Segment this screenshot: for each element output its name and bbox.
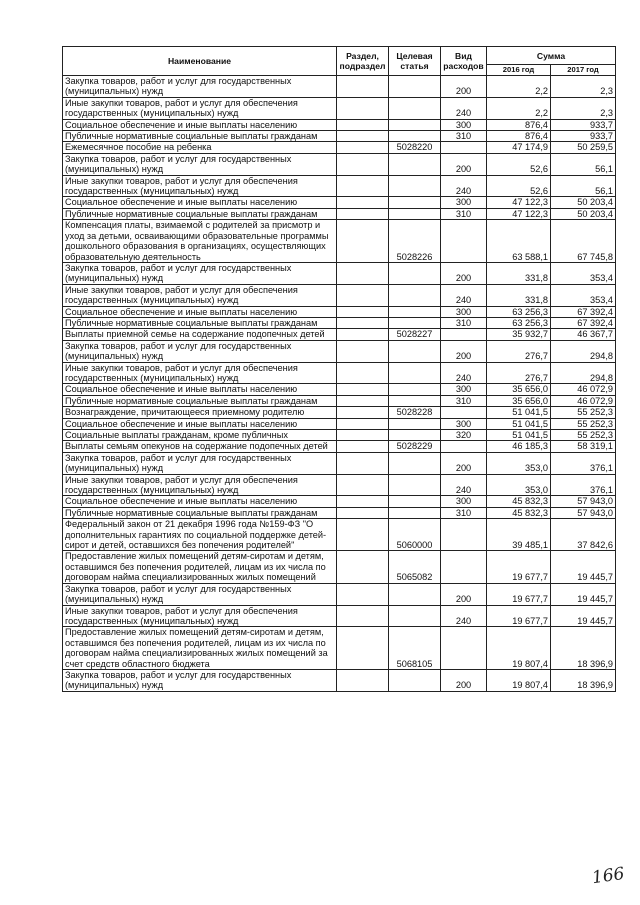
row-sum-2016: 47 174,9: [487, 142, 551, 153]
row-target-article: [389, 605, 441, 627]
row-sum-2017: 19 445,7: [551, 551, 616, 583]
row-name: Публичные нормативные социальные выплаты гражданам: [63, 131, 337, 142]
row-sum-2016: 63 256,3: [487, 306, 551, 317]
table-row: [63, 131, 616, 142]
row-sum-2016: 331,8: [487, 262, 551, 284]
row-section: [337, 220, 389, 263]
row-expense-type: 240: [441, 474, 487, 496]
row-expense-type: [441, 627, 487, 670]
row-target-article: 5028220: [389, 142, 441, 153]
row-section: [337, 119, 389, 130]
row-target-article: [389, 452, 441, 474]
row-section: [337, 583, 389, 605]
row-sum-2017: 50 203,4: [551, 208, 616, 219]
row-sum-2017: 58 319,1: [551, 441, 616, 452]
row-section: [337, 605, 389, 627]
table-row: [63, 175, 616, 197]
row-section: [337, 317, 389, 328]
row-expense-type: 200: [441, 262, 487, 284]
table-row: [63, 76, 616, 98]
row-name: Федеральный закон от 21 декабря 1996 года №159-ФЗ "О дополнительных гарантиях по социальной поддержке детей-сирот и детей, оставшихся без попечения родителей": [63, 519, 337, 551]
row-name: Закупка товаров, работ и услуг для государственных (муниципальных) нужд: [63, 669, 337, 691]
row-sum-2016: 876,4: [487, 119, 551, 130]
row-target-article: [389, 306, 441, 317]
row-target-article: [389, 317, 441, 328]
table-row: [63, 605, 616, 627]
row-sum-2017: 294,8: [551, 340, 616, 362]
row-expense-type: [441, 407, 487, 418]
row-sum-2016: 19 677,7: [487, 551, 551, 583]
row-section: [337, 452, 389, 474]
row-sum-2017: 55 252,3: [551, 418, 616, 429]
row-name: Вознаграждение, причитающееся приемному родителю: [63, 407, 337, 418]
row-expense-type: 200: [441, 452, 487, 474]
row-name: Социальное обеспечение и иные выплаты населению: [63, 384, 337, 395]
row-target-article: [389, 474, 441, 496]
row-sum-2016: 276,7: [487, 340, 551, 362]
row-sum-2016: 331,8: [487, 284, 551, 306]
row-sum-2017: 353,4: [551, 284, 616, 306]
budget-table: [62, 46, 616, 692]
row-section: [337, 208, 389, 219]
row-expense-type: 320: [441, 430, 487, 441]
row-name: Закупка товаров, работ и услуг для государственных (муниципальных) нужд: [63, 452, 337, 474]
row-sum-2017: 56,1: [551, 175, 616, 197]
table-row: [63, 627, 616, 670]
row-name: Публичные нормативные социальные выплаты гражданам: [63, 317, 337, 328]
row-name: Иные закупки товаров, работ и услуг для обеспечения государственных (муниципальных) нужд: [63, 474, 337, 496]
row-expense-type: 300: [441, 496, 487, 507]
row-sum-2017: 2,3: [551, 97, 616, 119]
row-sum-2016: 2,2: [487, 97, 551, 119]
header-section: Раздел, подраздел: [337, 47, 389, 76]
row-section: [337, 306, 389, 317]
table-row: [63, 119, 616, 130]
row-sum-2017: 57 943,0: [551, 496, 616, 507]
row-expense-type: [441, 441, 487, 452]
row-target-article: [389, 208, 441, 219]
row-name: Закупка товаров, работ и услуг для государственных (муниципальных) нужд: [63, 262, 337, 284]
header-name: Наименование: [63, 47, 337, 76]
row-sum-2017: 46 072,9: [551, 384, 616, 395]
row-target-article: [389, 496, 441, 507]
row-expense-type: 240: [441, 605, 487, 627]
row-name: Выплаты приемной семье на содержание подопечных детей: [63, 329, 337, 340]
row-expense-type: 200: [441, 153, 487, 175]
row-target-article: [389, 340, 441, 362]
row-target-article: 5060000: [389, 519, 441, 551]
row-name: Закупка товаров, работ и услуг для государственных (муниципальных) нужд: [63, 76, 337, 98]
row-section: [337, 441, 389, 452]
row-name: Социальное обеспечение и иные выплаты населению: [63, 496, 337, 507]
row-target-article: [389, 395, 441, 406]
row-expense-type: 240: [441, 284, 487, 306]
row-name: Социальное обеспечение и иные выплаты населению: [63, 197, 337, 208]
table-row: [63, 474, 616, 496]
table-row: [63, 329, 616, 340]
row-section: [337, 340, 389, 362]
row-expense-type: 200: [441, 669, 487, 691]
row-expense-type: 240: [441, 175, 487, 197]
row-section: [337, 407, 389, 418]
row-sum-2016: 353,0: [487, 474, 551, 496]
row-expense-type: 200: [441, 583, 487, 605]
header-sum: Сумма: [487, 47, 616, 65]
row-section: [337, 362, 389, 384]
row-target-article: 5068105: [389, 627, 441, 670]
row-name: Публичные нормативные социальные выплаты гражданам: [63, 208, 337, 219]
row-sum-2016: 51 041,5: [487, 407, 551, 418]
row-name: Иные закупки товаров, работ и услуг для обеспечения государственных (муниципальных) нужд: [63, 284, 337, 306]
table-row: [63, 384, 616, 395]
row-name: Предоставление жилых помещений детям-сиротам и детям, оставшимся без попечения родителей, лицам из их числа по договорам найма специализированных жилых помещений: [63, 551, 337, 583]
row-expense-type: [441, 142, 487, 153]
header-year-2017: 2017 год: [551, 65, 616, 76]
row-target-article: [389, 175, 441, 197]
row-sum-2017: 55 252,3: [551, 430, 616, 441]
table-row: [63, 97, 616, 119]
row-sum-2016: 39 485,1: [487, 519, 551, 551]
row-expense-type: 200: [441, 340, 487, 362]
table-row: [63, 418, 616, 429]
row-sum-2016: 45 832,3: [487, 496, 551, 507]
row-sum-2017: 376,1: [551, 452, 616, 474]
row-section: [337, 551, 389, 583]
row-section: [337, 262, 389, 284]
row-sum-2017: 46 072,9: [551, 395, 616, 406]
row-target-article: [389, 284, 441, 306]
row-sum-2016: 276,7: [487, 362, 551, 384]
row-sum-2017: 50 203,4: [551, 197, 616, 208]
table-row: [63, 496, 616, 507]
table-row: [63, 519, 616, 551]
row-name: Социальные выплаты гражданам, кроме публичных: [63, 430, 337, 441]
row-sum-2016: 19 677,7: [487, 605, 551, 627]
row-expense-type: [441, 329, 487, 340]
row-target-article: [389, 153, 441, 175]
row-section: [337, 418, 389, 429]
row-sum-2016: 46 185,3: [487, 441, 551, 452]
row-expense-type: 240: [441, 362, 487, 384]
row-name: Закупка товаров, работ и услуг для государственных (муниципальных) нужд: [63, 583, 337, 605]
table-row: [63, 317, 616, 328]
table-row: [63, 306, 616, 317]
row-target-article: 5028228: [389, 407, 441, 418]
table-row: [63, 395, 616, 406]
row-sum-2017: 18 396,9: [551, 669, 616, 691]
row-section: [337, 474, 389, 496]
header-year-2016: 2016 год: [487, 65, 551, 76]
row-target-article: [389, 384, 441, 395]
row-sum-2017: 67 745,8: [551, 220, 616, 263]
row-expense-type: 300: [441, 197, 487, 208]
row-sum-2017: 46 367,7: [551, 329, 616, 340]
table-row: [63, 220, 616, 263]
row-target-article: [389, 131, 441, 142]
row-name: Ежемесячное пособие на ребенка: [63, 142, 337, 153]
row-section: [337, 97, 389, 119]
row-target-article: [389, 119, 441, 130]
row-target-article: [389, 97, 441, 119]
row-section: [337, 153, 389, 175]
table-row: [63, 452, 616, 474]
row-expense-type: 310: [441, 208, 487, 219]
row-expense-type: [441, 551, 487, 583]
row-sum-2017: 2,3: [551, 76, 616, 98]
row-target-article: 5065082: [389, 551, 441, 583]
page-number: 166: [590, 863, 626, 889]
table-row: [63, 197, 616, 208]
row-sum-2016: 353,0: [487, 452, 551, 474]
row-sum-2017: 50 259,5: [551, 142, 616, 153]
table-row: [63, 507, 616, 518]
header-target: Целевая статья: [389, 47, 441, 76]
row-name: Закупка товаров, работ и услуг для государственных (муниципальных) нужд: [63, 153, 337, 175]
row-sum-2016: 52,6: [487, 175, 551, 197]
row-sum-2016: 51 041,5: [487, 418, 551, 429]
row-name: Публичные нормативные социальные выплаты гражданам: [63, 395, 337, 406]
row-sum-2016: 35 932,7: [487, 329, 551, 340]
table-row: [63, 284, 616, 306]
row-sum-2016: 47 122,3: [487, 208, 551, 219]
row-sum-2016: 63 588,1: [487, 220, 551, 263]
table-row: [63, 583, 616, 605]
row-sum-2016: 876,4: [487, 131, 551, 142]
table-row: [63, 669, 616, 691]
row-sum-2017: 18 396,9: [551, 627, 616, 670]
row-name: Иные закупки товаров, работ и услуг для обеспечения государственных (муниципальных) нужд: [63, 605, 337, 627]
row-sum-2016: 47 122,3: [487, 197, 551, 208]
row-sum-2017: 55 252,3: [551, 407, 616, 418]
row-expense-type: 200: [441, 76, 487, 98]
row-sum-2017: 933,7: [551, 131, 616, 142]
row-section: [337, 430, 389, 441]
row-sum-2016: 35 656,0: [487, 395, 551, 406]
row-sum-2017: 933,7: [551, 119, 616, 130]
row-section: [337, 142, 389, 153]
row-sum-2016: 19 807,4: [487, 669, 551, 691]
row-target-article: [389, 418, 441, 429]
row-target-article: [389, 430, 441, 441]
row-sum-2016: 63 256,3: [487, 317, 551, 328]
row-section: [337, 384, 389, 395]
row-name: Иные закупки товаров, работ и услуг для обеспечения государственных (муниципальных) нужд: [63, 175, 337, 197]
row-section: [337, 76, 389, 98]
row-section: [337, 329, 389, 340]
row-section: [337, 627, 389, 670]
header-expense-type: Вид расходов: [441, 47, 487, 76]
row-sum-2016: 19 807,4: [487, 627, 551, 670]
row-target-article: [389, 197, 441, 208]
row-name: Выплаты семьям опекунов на содержание подопечных детей: [63, 441, 337, 452]
row-name: Социальное обеспечение и иные выплаты населению: [63, 418, 337, 429]
row-section: [337, 669, 389, 691]
row-section: [337, 197, 389, 208]
row-sum-2016: 19 677,7: [487, 583, 551, 605]
row-sum-2016: 35 656,0: [487, 384, 551, 395]
table-row: [63, 340, 616, 362]
row-section: [337, 175, 389, 197]
row-expense-type: 240: [441, 97, 487, 119]
table-row: [63, 262, 616, 284]
row-name: Закупка товаров, работ и услуг для государственных (муниципальных) нужд: [63, 340, 337, 362]
table-row: [63, 153, 616, 175]
row-expense-type: 310: [441, 507, 487, 518]
table-row: [63, 430, 616, 441]
row-expense-type: [441, 220, 487, 263]
row-target-article: 5028229: [389, 441, 441, 452]
row-name: Социальное обеспечение и иные выплаты населению: [63, 306, 337, 317]
row-section: [337, 496, 389, 507]
row-target-article: [389, 583, 441, 605]
row-expense-type: 300: [441, 384, 487, 395]
row-expense-type: 300: [441, 119, 487, 130]
row-section: [337, 507, 389, 518]
row-sum-2017: 37 842,6: [551, 519, 616, 551]
row-name: Публичные нормативные социальные выплаты гражданам: [63, 507, 337, 518]
row-target-article: [389, 362, 441, 384]
row-sum-2017: 376,1: [551, 474, 616, 496]
row-target-article: 5028226: [389, 220, 441, 263]
row-expense-type: 310: [441, 395, 487, 406]
table-row: [63, 362, 616, 384]
row-sum-2017: 294,8: [551, 362, 616, 384]
row-sum-2017: 67 392,4: [551, 317, 616, 328]
row-expense-type: 310: [441, 317, 487, 328]
row-sum-2017: 57 943,0: [551, 507, 616, 518]
row-section: [337, 395, 389, 406]
table-row: [63, 441, 616, 452]
row-sum-2017: 353,4: [551, 262, 616, 284]
row-sum-2017: 56,1: [551, 153, 616, 175]
table-row: [63, 142, 616, 153]
table-header: [63, 47, 616, 76]
row-section: [337, 519, 389, 551]
row-sum-2017: 19 445,7: [551, 583, 616, 605]
row-target-article: [389, 76, 441, 98]
row-target-article: [389, 669, 441, 691]
row-expense-type: 310: [441, 131, 487, 142]
row-sum-2017: 67 392,4: [551, 306, 616, 317]
row-name: Социальное обеспечение и иные выплаты населению: [63, 119, 337, 130]
row-sum-2016: 52,6: [487, 153, 551, 175]
row-expense-type: [441, 519, 487, 551]
row-target-article: [389, 507, 441, 518]
row-name: Иные закупки товаров, работ и услуг для обеспечения государственных (муниципальных) нужд: [63, 97, 337, 119]
row-expense-type: 300: [441, 418, 487, 429]
row-sum-2016: 2,2: [487, 76, 551, 98]
row-section: [337, 131, 389, 142]
row-expense-type: 300: [441, 306, 487, 317]
row-target-article: 5028227: [389, 329, 441, 340]
table-row: [63, 551, 616, 583]
table-row: [63, 407, 616, 418]
row-name: Компенсация платы, взимаемой с родителей за присмотр и уход за детьми, осваивающими образовательные программы дошкольного образования в организациях, осуществляющих образовательную деятельность: [63, 220, 337, 263]
table-row: [63, 208, 616, 219]
table-body: [63, 76, 616, 692]
row-target-article: [389, 262, 441, 284]
row-name: Иные закупки товаров, работ и услуг для обеспечения государственных (муниципальных) нужд: [63, 362, 337, 384]
row-name: Предоставление жилых помещений детям-сиротам и детям, оставшимся без попечения родителей, лицам из их числа по договорам найма специализированных жилых помещений за счет средств областного бюджета: [63, 627, 337, 670]
row-sum-2016: 51 041,5: [487, 430, 551, 441]
row-sum-2016: 45 832,3: [487, 507, 551, 518]
row-section: [337, 284, 389, 306]
row-sum-2017: 19 445,7: [551, 605, 616, 627]
